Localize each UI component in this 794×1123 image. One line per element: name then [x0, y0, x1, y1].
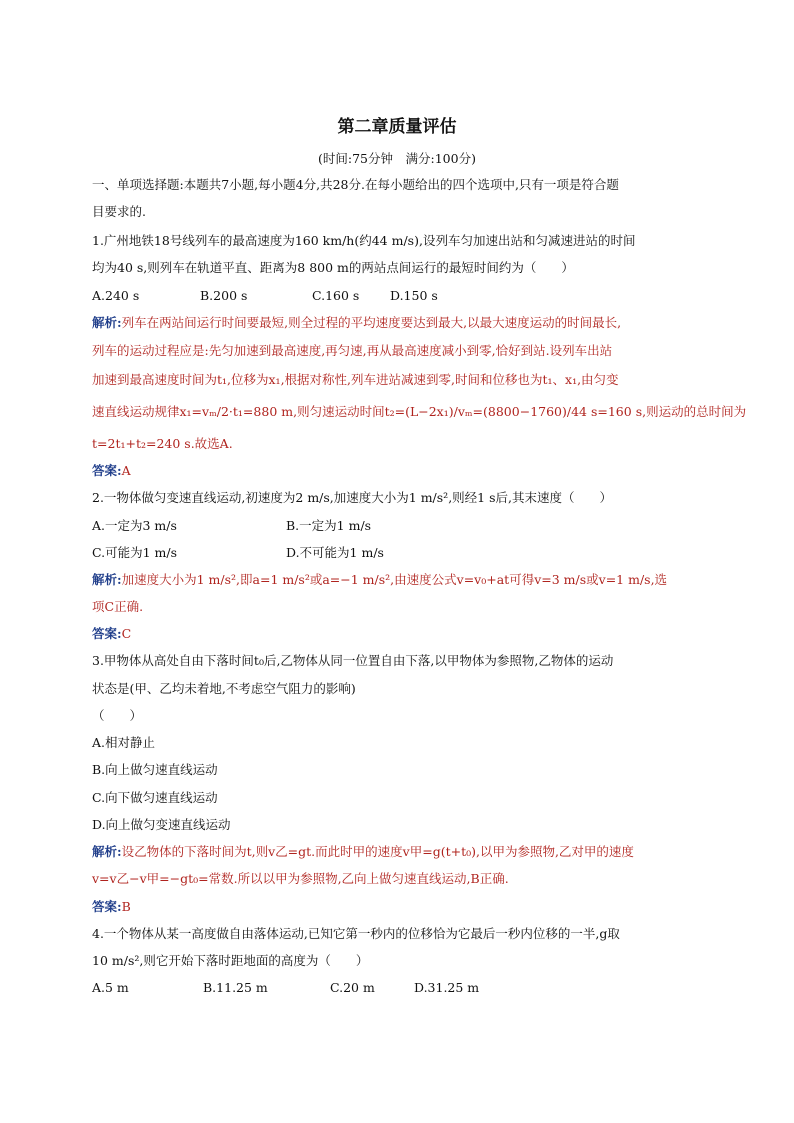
exam-info: (时间:75分钟 满分:100分) — [318, 151, 476, 166]
answer-label: 答案: — [92, 626, 122, 641]
q3-stem: 3.甲物体从高处自由下落时间t₀后,乙物体从同一位置自由下落,以甲物体为参照物,乙物体的运动 — [92, 653, 614, 668]
q1-stem: 均为40 s,则列车在轨道平直、距离为8 800 m的两站点间运行的最短时间约为（ ） — [92, 260, 574, 275]
q3-stem: （ ） — [92, 708, 143, 723]
q2-option-c: C.可能为1 m/s — [92, 545, 177, 560]
q3-option-b: B.向上做匀速直线运动 — [92, 762, 218, 777]
analysis-text: 设乙物体的下落时间为t,则v乙=gt.而此时甲的速度v甲=g(t+t₀),以甲为参照物,乙对甲的速度 — [121, 844, 634, 859]
q4-option-c: C.20 m — [330, 980, 375, 995]
q2-option-a: A.一定为3 m/s — [92, 518, 177, 533]
q1-option-d: D.150 s — [390, 288, 438, 303]
answer-label: 答案: — [92, 899, 122, 914]
q2-option-d: D.不可能为1 m/s — [286, 545, 384, 560]
answer-value: B — [121, 899, 131, 914]
q2-option-b: B.一定为1 m/s — [286, 518, 372, 533]
q1-option-b: B.200 s — [200, 288, 248, 303]
answer-value: C — [121, 626, 132, 641]
section-heading-cont: 目要求的. — [92, 204, 146, 219]
q3-option-c: C.向下做匀速直线运动 — [92, 790, 218, 805]
q1-answer — [92, 463, 131, 479]
q1-option-c: C.160 s — [312, 288, 360, 303]
q2-analysis-line: 项C正确. — [92, 599, 144, 614]
answer-value: A — [121, 463, 131, 478]
q4-option-a: A.5 m — [92, 980, 129, 995]
q1-analysis-line: 速直线运动规律x₁=vₘ/2·t₁=880 m,则匀速运动时间t₂=(L−2x₁)/vₘ=(8800−1760)/44 s=160 s,则运动的总时间为 — [92, 404, 747, 419]
analysis-text: 列车在两站间运行时间要最短,则全过程的平均速度要达到最大,以最大速度运动的时间最长, — [121, 315, 622, 330]
q3-option-d: D.向上做匀变速直线运动 — [92, 817, 231, 832]
section-heading: 一、单项选择题:本题共7小题,每小题4分,共28分.在每小题给出的四个选项中,只有一项是符合题 — [92, 177, 619, 192]
q3-analysis — [92, 844, 634, 860]
analysis-label: 解析: — [92, 844, 122, 859]
q1-analysis-line: t=2t₁+t₂=240 s.故选A. — [92, 436, 233, 451]
q1-stem: 1.广州地铁18号线列车的最高速度为160 km/h(约44 m/s),设列车匀加速出站和匀减速进站的时间 — [92, 233, 636, 248]
answer-label: 答案: — [92, 463, 122, 478]
q3-answer — [92, 899, 131, 915]
page-title: 第二章质量评估 — [337, 117, 457, 137]
analysis-label: 解析: — [92, 572, 122, 587]
analysis-label: 解析: — [92, 315, 122, 330]
q4-option-d: D.31.25 m — [414, 980, 480, 995]
q4-stem: 10 m/s²,则它开始下落时距地面的高度为（ ） — [92, 953, 369, 968]
q1-analysis-line: 列车的运动过程应是:先匀加速到最高速度,再匀速,再从最高速度减小到零,恰好到站.设列车出站 — [92, 343, 613, 358]
q2-answer — [92, 626, 131, 642]
q3-stem: 状态是(甲、乙均未着地,不考虑空气阻力的影响) — [92, 681, 356, 696]
q3-option-a: A.相对静止 — [92, 735, 156, 750]
q2-analysis — [92, 572, 667, 588]
q2-stem: 2.一物体做匀变速直线运动,初速度为2 m/s,加速度大小为1 m/s²,则经1 s后,其末速度（ ） — [92, 490, 612, 505]
q1-option-a: A.240 s — [92, 288, 140, 303]
q1-analysis — [92, 315, 621, 331]
q4-option-b: B.11.25 m — [203, 980, 268, 995]
analysis-text: 加速度大小为1 m/s²,即a=1 m/s²或a=−1 m/s²,由速度公式v=v₀+at可得v=3 m/s或v=1 m/s,选 — [121, 572, 668, 587]
q1-analysis-line: 加速到最高速度时间为t₁,位移为x₁,根据对称性,列车进站减速到零,时间和位移也为t₁、x₁,由匀变 — [92, 372, 619, 387]
q3-analysis-line: v=v乙−v甲=−gt₀=常数.所以以甲为参照物,乙向上做匀速直线运动,B正确. — [92, 871, 509, 886]
q4-stem: 4.一个物体从某一高度做自由落体运动,已知它第一秒内的位移恰为它最后一秒内位移的一半,g取 — [92, 926, 620, 941]
